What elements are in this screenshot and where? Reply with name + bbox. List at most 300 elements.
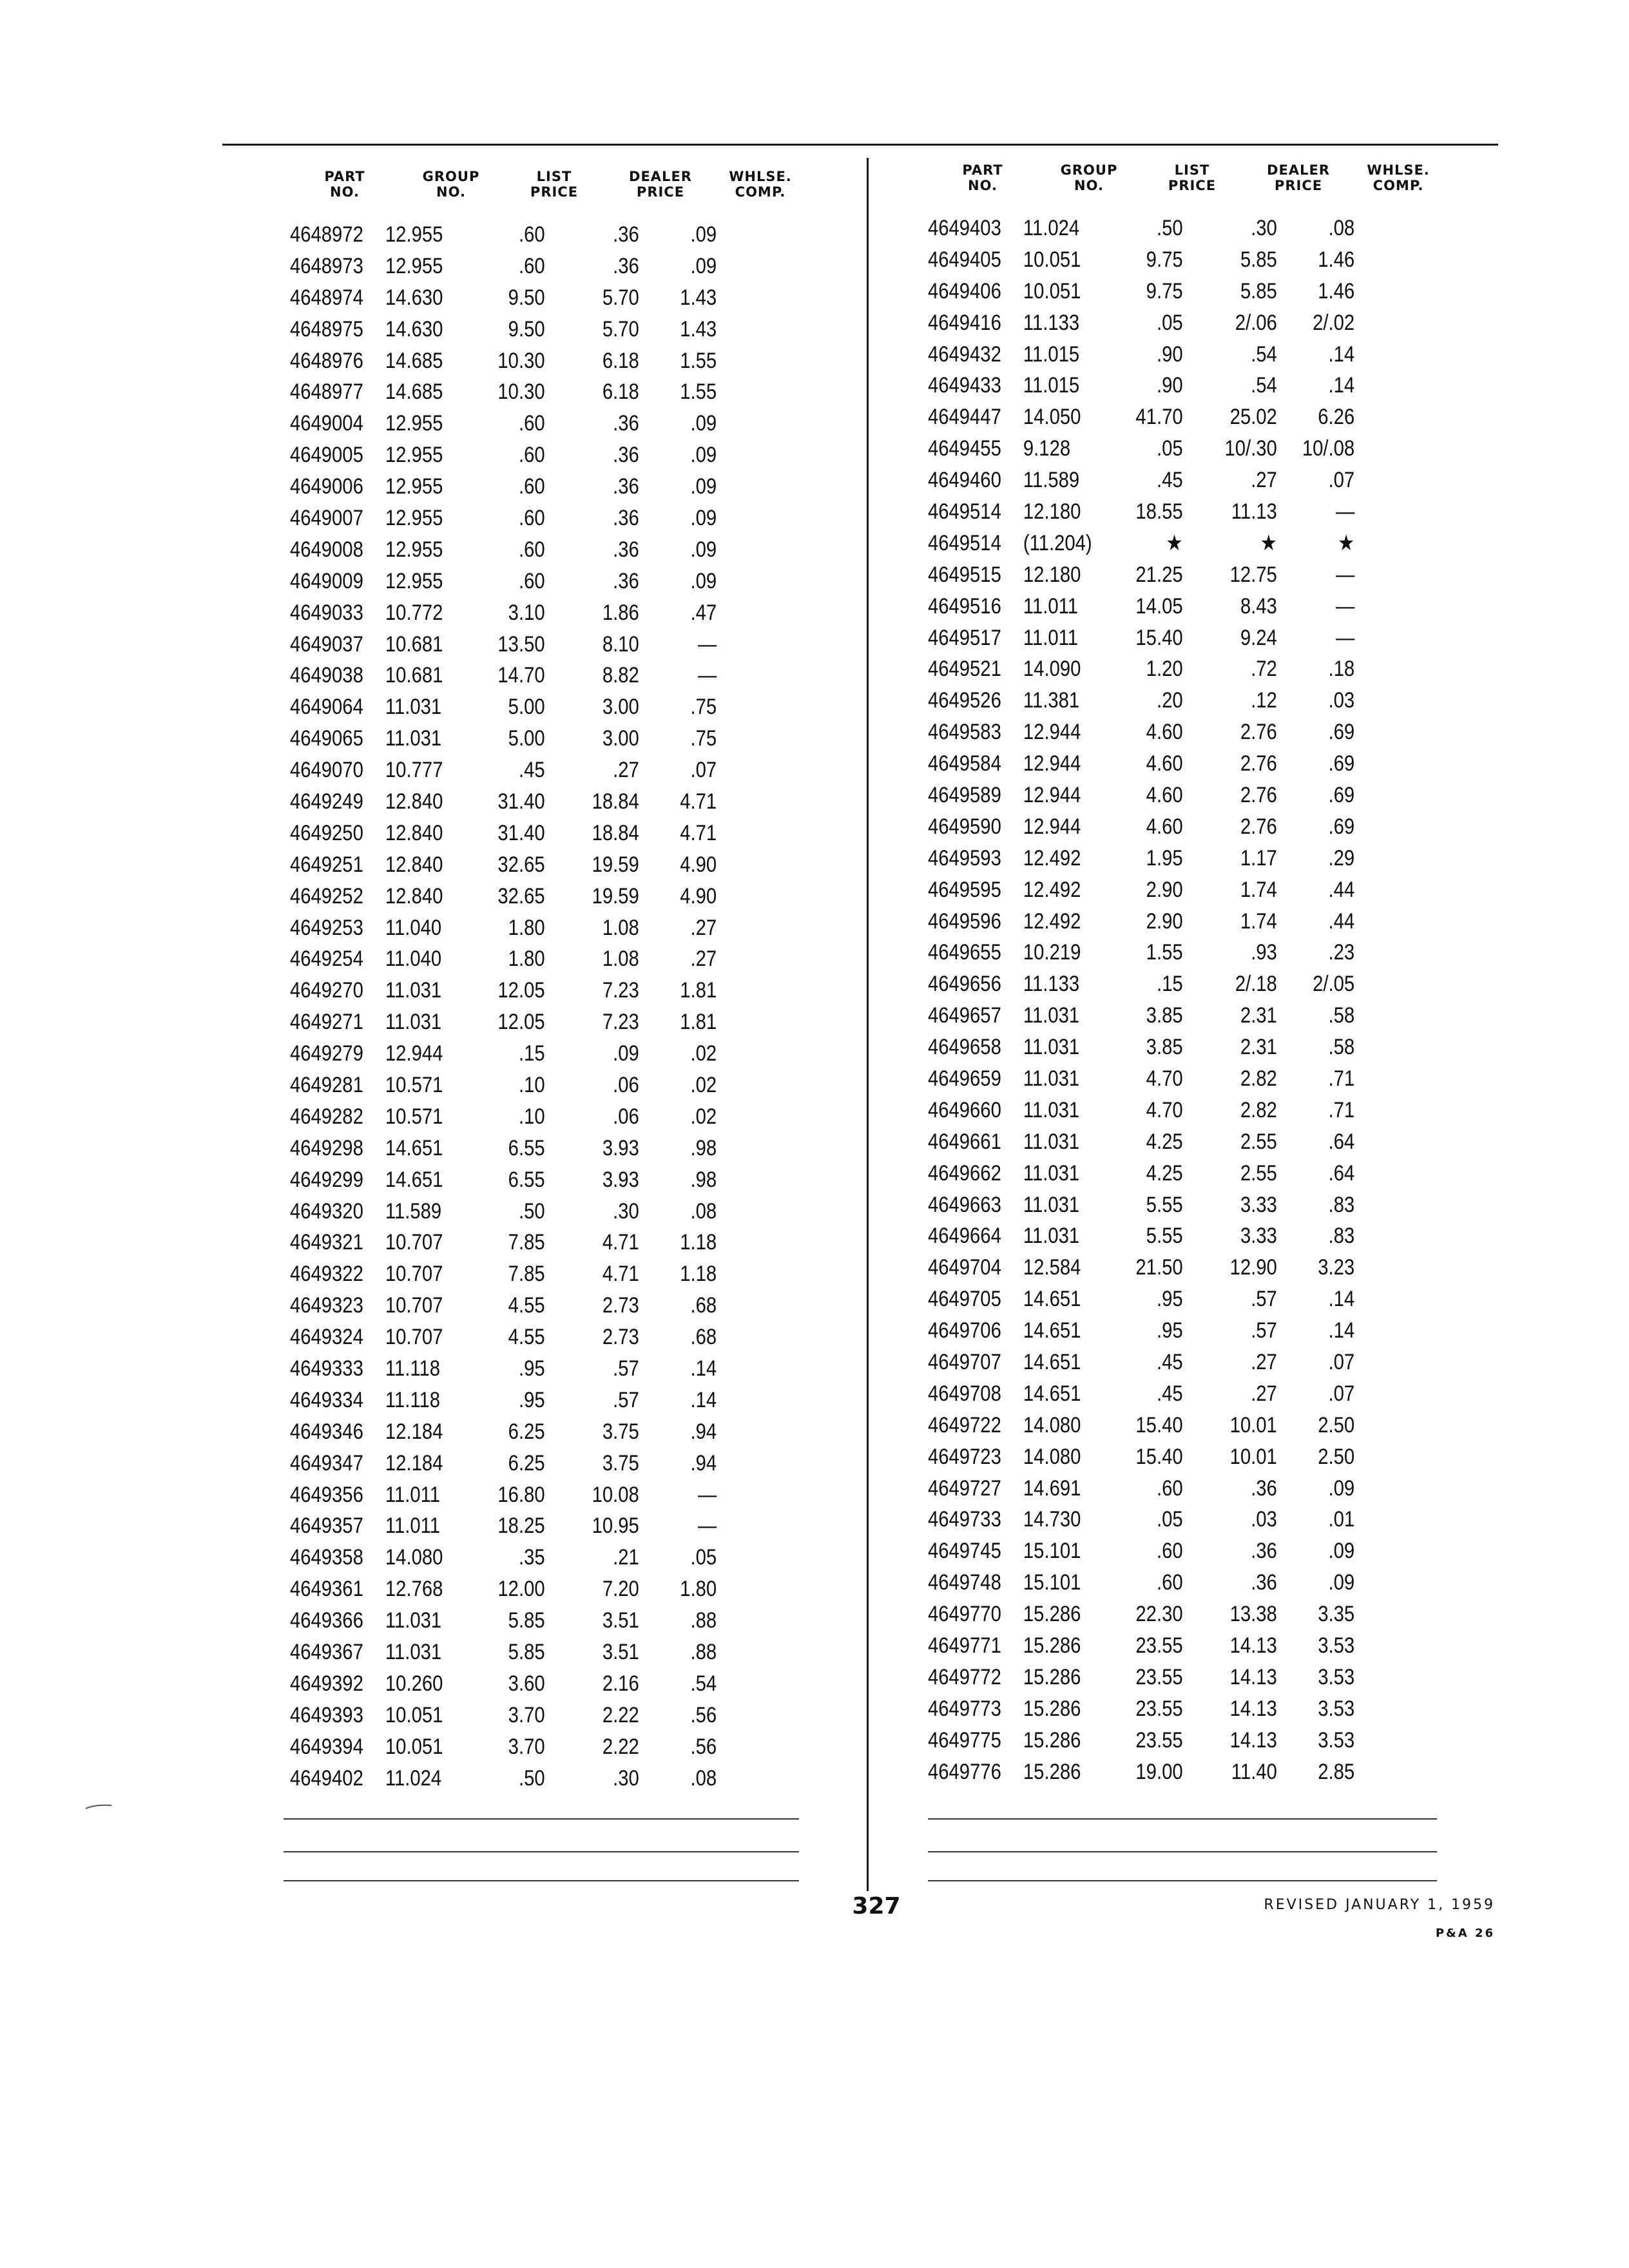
table-row (290, 1479, 733, 1511)
dealer-price-cell: 6.18 (602, 348, 639, 373)
whlse-comp-cell: 3.53 (1318, 1633, 1355, 1658)
part-no-cell: 4649281 (290, 1072, 363, 1097)
group-no-cell: 11.011 (385, 1482, 441, 1507)
dealer-price-cell: .36 (1251, 1475, 1277, 1501)
whlse-comp-cell: 3.35 (1318, 1602, 1355, 1627)
list-price-cell: 22.30 (1135, 1602, 1183, 1627)
dealer-price-cell: .57 (1251, 1287, 1277, 1312)
list-price-cell: 3.70 (508, 1734, 545, 1759)
table-row (290, 1637, 733, 1668)
whlse-comp-cell: .07 (1328, 1350, 1355, 1374)
whlse-comp-cell: .56 (690, 1734, 717, 1759)
whlse-comp-cell: .03 (1328, 688, 1355, 713)
list-price-cell: 1.55 (1146, 940, 1183, 965)
table-row (928, 1221, 1371, 1253)
list-price-cell: 14.05 (1135, 593, 1183, 619)
table-row (290, 1196, 733, 1227)
group-no-cell: 14.630 (385, 316, 443, 341)
table-row (290, 439, 733, 471)
group-no-cell: 10.681 (385, 631, 443, 657)
part-no-cell: 4649447 (928, 405, 1001, 430)
whlse-comp-cell: — (1335, 593, 1355, 619)
list-price-cell: 5.55 (1146, 1224, 1183, 1249)
table-row (928, 213, 1371, 244)
part-no-cell: 4649708 (928, 1381, 1001, 1406)
table-row (928, 874, 1371, 906)
list-price-cell: .95 (1156, 1287, 1183, 1312)
part-no-cell: 4649405 (928, 247, 1001, 272)
table-row (928, 1032, 1371, 1063)
part-no-cell: 4649517 (928, 625, 1001, 650)
whlse-comp-cell: .07 (690, 758, 717, 783)
group-no-cell: 12.955 (385, 411, 443, 436)
dealer-price-cell: 3.00 (602, 726, 639, 751)
dealer-price-cell: 3.75 (602, 1450, 639, 1475)
list-price-cell: .05 (1156, 436, 1183, 461)
dealer-price-cell: 2.55 (1240, 1129, 1277, 1154)
group-no-cell: 10.219 (1023, 940, 1081, 965)
group-no-cell: 14.685 (385, 348, 443, 373)
table-row (928, 968, 1371, 1000)
list-price-cell: 23.55 (1135, 1633, 1183, 1658)
table-row (290, 818, 733, 849)
part-no-cell: 4649657 (928, 1003, 1001, 1028)
table-row (290, 943, 733, 975)
table-row (290, 754, 733, 786)
list-price-cell: 32.65 (497, 883, 545, 908)
table-row (290, 1227, 733, 1259)
dealer-price-cell: 1.74 (1240, 908, 1277, 934)
group-no-cell: 11.011 (1023, 625, 1079, 650)
part-no-cell: 4649392 (290, 1671, 363, 1696)
table-row (928, 244, 1371, 276)
whlse-comp-cell: .88 (690, 1608, 717, 1633)
table-row (290, 629, 733, 660)
table-row (290, 1353, 733, 1385)
list-price-cell: 19.00 (1135, 1759, 1183, 1784)
dealer-price-cell: .27 (613, 758, 639, 783)
list-price-cell: 5.85 (508, 1640, 545, 1665)
part-no-cell: 4649661 (928, 1129, 1001, 1154)
group-no-cell: 12.955 (385, 505, 443, 530)
whlse-comp-cell: .71 (1328, 1097, 1355, 1122)
list-price-cell: .20 (1156, 688, 1183, 713)
dealer-price-cell: .27 (1251, 1381, 1277, 1406)
group-no-cell: 11.589 (385, 1198, 442, 1224)
footer-rule (284, 1851, 799, 1852)
group-no-cell: 11.133 (1023, 310, 1080, 335)
part-no-cell: 4649358 (290, 1545, 363, 1570)
whlse-comp-cell: .68 (690, 1293, 717, 1318)
group-no-cell: 12.955 (385, 537, 443, 562)
whlse-comp-cell: .14 (690, 1387, 717, 1412)
table-row (928, 843, 1371, 874)
list-price-cell: 4.25 (1146, 1129, 1183, 1154)
table-row (928, 496, 1371, 528)
whlse-comp-cell: .09 (690, 443, 717, 468)
part-no-cell: 4648973 (290, 253, 363, 278)
whlse-comp-cell: 4.71 (680, 820, 717, 845)
part-no-cell: 4649748 (928, 1570, 1001, 1595)
part-no-cell: 4649723 (928, 1444, 1001, 1469)
list-price-cell: 4.60 (1146, 782, 1183, 807)
dealer-price-cell: 14.13 (1229, 1727, 1277, 1753)
list-price-cell: 23.55 (1135, 1696, 1183, 1721)
list-price-cell: 18.55 (1135, 499, 1183, 524)
part-no-cell: 4649776 (928, 1759, 1001, 1784)
list-price-cell: .15 (518, 1041, 545, 1066)
list-price-cell: 15.40 (1135, 625, 1183, 650)
table-row (928, 1126, 1371, 1158)
list-price-cell: 23.55 (1135, 1727, 1183, 1753)
dealer-price-cell: 14.13 (1229, 1696, 1277, 1721)
part-no-cell: 4649249 (290, 789, 363, 814)
group-no-cell: 12.180 (1023, 562, 1081, 587)
dealer-price-cell: .36 (613, 505, 639, 530)
list-price-cell: 7.85 (508, 1262, 545, 1287)
whlse-comp-cell: .09 (690, 474, 717, 499)
group-no-cell: 12.492 (1023, 877, 1081, 902)
whlse-comp-cell: .58 (1328, 1035, 1355, 1060)
list-price-cell: .95 (518, 1356, 545, 1381)
part-no-cell: 4649037 (290, 631, 363, 657)
group-no-cell: 11.031 (1023, 1192, 1080, 1217)
dealer-price-cell: .27 (1251, 468, 1277, 493)
list-price-cell: 9.50 (508, 285, 545, 310)
table-row (928, 1473, 1371, 1504)
table-row (928, 1189, 1371, 1221)
whlse-comp-cell: .27 (690, 947, 717, 972)
group-no-cell: 14.651 (1023, 1318, 1081, 1343)
list-price-cell: .60 (518, 474, 545, 499)
dealer-price-cell: .57 (1251, 1318, 1277, 1343)
dealer-price-cell: 2.76 (1240, 814, 1277, 839)
part-no-cell: 4649590 (928, 814, 1001, 839)
list-price-cell: 12.05 (497, 978, 545, 1003)
part-no-cell: 4649772 (928, 1664, 1001, 1689)
table-row (928, 1567, 1371, 1599)
part-no-cell: 4649334 (290, 1387, 363, 1412)
group-no-cell: 11.133 (1023, 972, 1080, 997)
part-no-cell: 4649251 (290, 852, 363, 877)
group-no-cell: 12.944 (1023, 751, 1081, 776)
group-no-cell: 10.051 (385, 1702, 443, 1727)
table-row (928, 906, 1371, 937)
whlse-comp-cell: .07 (1328, 1381, 1355, 1406)
table-row (290, 1038, 733, 1070)
part-no-cell: 4649070 (290, 758, 363, 783)
list-price-cell: 32.65 (497, 852, 545, 877)
table-row (290, 1731, 733, 1763)
table-row (290, 1448, 733, 1479)
table-row (928, 1283, 1371, 1315)
group-no-cell: 10.051 (385, 1734, 443, 1759)
list-price-cell: 3.70 (508, 1702, 545, 1727)
part-no-cell: 4649455 (928, 436, 1001, 461)
part-no-cell: 4649664 (928, 1224, 1001, 1249)
whlse-comp-cell: 3.53 (1318, 1696, 1355, 1721)
group-no-cell: 12.944 (1023, 782, 1081, 807)
part-no-cell: 4649250 (290, 820, 363, 845)
dealer-price-cell: 2.76 (1240, 720, 1277, 745)
part-no-cell: 4648972 (290, 222, 363, 247)
dealer-price-cell: 19.59 (592, 852, 639, 877)
table-row (928, 528, 1371, 559)
whlse-comp-cell: .09 (690, 537, 717, 562)
list-price-cell: 15.40 (1135, 1444, 1183, 1469)
header-whlse-comp: WHLSE. COMP. (1367, 162, 1430, 193)
list-price-cell: 12.00 (497, 1577, 545, 1602)
part-no-cell: 4649346 (290, 1419, 363, 1444)
part-no-cell: 4649298 (290, 1135, 363, 1160)
list-price-cell: .45 (518, 758, 545, 783)
group-no-cell: 15.286 (1023, 1664, 1081, 1689)
table-row (290, 1321, 733, 1353)
table-row (928, 1662, 1371, 1693)
dealer-price-cell: 2.22 (602, 1702, 639, 1727)
part-no-cell: 4649583 (928, 720, 1001, 745)
top-rule (222, 144, 1498, 146)
whlse-comp-cell: .94 (690, 1419, 717, 1444)
group-no-cell: 12.184 (385, 1419, 443, 1444)
table-row (928, 716, 1371, 748)
list-price-cell: ★ (1166, 531, 1183, 556)
header-part-no: PART NO. (962, 162, 1003, 193)
list-price-cell: .15 (1156, 972, 1183, 997)
whlse-comp-cell: .29 (1328, 845, 1355, 870)
list-price-cell: 3.85 (1146, 1035, 1183, 1060)
header-whlse-comp: WHLSE. COMP. (729, 169, 792, 200)
whlse-comp-cell: 1.18 (680, 1262, 717, 1287)
part-no-cell: 4649704 (928, 1255, 1001, 1280)
dealer-price-cell: .36 (613, 253, 639, 278)
table-row (928, 1630, 1371, 1662)
whlse-comp-cell: .09 (690, 253, 717, 278)
whlse-comp-cell: .09 (690, 568, 717, 593)
table-row (290, 1385, 733, 1416)
whlse-comp-cell: .08 (690, 1765, 717, 1791)
whlse-comp-cell: .69 (1328, 814, 1355, 839)
group-no-cell: 15.101 (1023, 1539, 1081, 1564)
dealer-price-cell: 12.90 (1229, 1255, 1277, 1280)
part-no-cell: 4649282 (290, 1104, 363, 1129)
footer-rule (928, 1818, 1437, 1820)
list-price-cell: 6.55 (508, 1167, 545, 1192)
part-no-cell: 4649770 (928, 1602, 1001, 1627)
dealer-price-cell: 18.84 (592, 820, 639, 845)
whlse-comp-cell: — (697, 663, 717, 688)
dealer-price-cell: 10.01 (1229, 1412, 1277, 1437)
part-no-cell: 4648977 (290, 380, 363, 405)
dealer-price-cell: .57 (613, 1387, 639, 1412)
part-no-cell: 4649038 (290, 663, 363, 688)
header-group-no: GROUP NO. (1060, 162, 1118, 193)
part-no-cell: 4649771 (928, 1633, 1001, 1658)
table-row (928, 465, 1371, 496)
whlse-comp-cell: 10/.08 (1302, 436, 1355, 461)
list-price-cell: .60 (518, 411, 545, 436)
group-no-cell: 10.707 (385, 1325, 443, 1350)
dealer-price-cell: 1.08 (602, 947, 639, 972)
table-row (290, 566, 733, 597)
dealer-price-cell: 8.43 (1240, 593, 1277, 619)
dealer-price-cell: .36 (1251, 1539, 1277, 1564)
part-no-cell: 4648975 (290, 316, 363, 341)
dealer-price-cell: .36 (613, 474, 639, 499)
part-no-cell: 4649596 (928, 908, 1001, 934)
group-no-cell: 11.031 (385, 1640, 442, 1665)
dealer-price-cell: 4.71 (602, 1230, 639, 1255)
list-price-cell: .60 (1156, 1475, 1183, 1501)
dealer-price-cell: 2.82 (1240, 1066, 1277, 1091)
group-no-cell: 10.051 (1023, 278, 1081, 303)
dealer-price-cell: 3.51 (602, 1640, 639, 1665)
group-no-cell: 12.840 (385, 883, 443, 908)
table-row (928, 1693, 1371, 1725)
table-row (928, 1756, 1371, 1788)
table-row (928, 1315, 1371, 1347)
whlse-comp-cell: 3.23 (1318, 1255, 1355, 1280)
dealer-price-cell: 5.70 (602, 316, 639, 341)
part-no-cell: 4649357 (290, 1514, 363, 1539)
table-row (928, 1535, 1371, 1567)
dealer-price-cell: 2.16 (602, 1671, 639, 1696)
dealer-price-cell: 19.59 (592, 883, 639, 908)
whlse-comp-cell: 2/.05 (1313, 972, 1355, 997)
group-no-cell: 14.080 (385, 1545, 443, 1570)
list-price-cell: .95 (1156, 1318, 1183, 1343)
table-row (290, 345, 733, 377)
group-no-cell: 11.118 (385, 1387, 441, 1412)
whlse-comp-cell: .08 (690, 1198, 717, 1224)
table-row (928, 1599, 1371, 1630)
dealer-price-cell: 14.13 (1229, 1633, 1277, 1658)
group-no-cell: 11.031 (385, 1010, 442, 1035)
group-no-cell: 14.651 (385, 1167, 443, 1192)
whlse-comp-cell: .54 (690, 1671, 717, 1696)
list-price-cell: 4.70 (1146, 1097, 1183, 1122)
part-no-cell: 4649745 (928, 1539, 1001, 1564)
whlse-comp-cell: .69 (1328, 720, 1355, 745)
whlse-comp-cell: .14 (1328, 373, 1355, 398)
whlse-comp-cell: 3.53 (1318, 1727, 1355, 1753)
dealer-price-cell: 3.93 (602, 1167, 639, 1192)
part-no-cell: 4649253 (290, 915, 363, 940)
dealer-price-cell: 14.13 (1229, 1664, 1277, 1689)
table-row (928, 1252, 1371, 1283)
group-no-cell: 11.015 (1023, 373, 1080, 398)
part-no-cell: 4649320 (290, 1198, 363, 1224)
whlse-comp-cell: .09 (1328, 1570, 1355, 1595)
group-no-cell: 9.128 (1023, 436, 1071, 461)
whlse-comp-cell: .23 (1328, 940, 1355, 965)
list-price-cell: .60 (1156, 1570, 1183, 1595)
list-price-cell: .50 (1156, 215, 1183, 240)
whlse-comp-cell: .71 (1328, 1066, 1355, 1091)
dealer-price-cell: 3.33 (1240, 1192, 1277, 1217)
part-no-cell: 4649333 (290, 1356, 363, 1381)
dealer-price-cell: .30 (613, 1765, 639, 1791)
part-no-cell: 4649727 (928, 1475, 1001, 1501)
group-no-cell: 14.730 (1023, 1507, 1081, 1532)
list-price-cell: .50 (518, 1198, 545, 1224)
list-price-cell: 9.75 (1146, 247, 1183, 272)
list-price-cell: 1.20 (1146, 657, 1183, 682)
list-price-cell: 9.50 (508, 316, 545, 341)
table-row (290, 1542, 733, 1573)
group-no-cell: 11.024 (385, 1765, 442, 1791)
part-no-cell: 4649662 (928, 1160, 1001, 1186)
whlse-comp-cell: .09 (1328, 1539, 1355, 1564)
group-no-cell: 12.955 (385, 568, 443, 593)
footer-rule (928, 1880, 1437, 1881)
dealer-price-cell: 10.95 (592, 1514, 639, 1539)
dealer-price-cell: 12.75 (1229, 562, 1277, 587)
group-no-cell: 11.031 (385, 1608, 442, 1633)
table-row (290, 1511, 733, 1542)
part-no-cell: 4649515 (928, 562, 1001, 587)
list-price-cell: 21.25 (1135, 562, 1183, 587)
table-row (290, 660, 733, 691)
table-row (290, 1006, 733, 1038)
whlse-comp-cell: 1.46 (1318, 278, 1355, 303)
dealer-price-cell: 8.82 (602, 663, 639, 688)
group-no-cell: 14.651 (1023, 1287, 1081, 1312)
list-price-cell: .05 (1156, 1507, 1183, 1532)
table-row (290, 1668, 733, 1700)
dealer-price-cell: 3.00 (602, 695, 639, 720)
group-no-cell: 11.031 (1023, 1160, 1080, 1186)
list-price-cell: .60 (518, 222, 545, 247)
list-price-cell: 3.85 (1146, 1003, 1183, 1028)
whlse-comp-cell: .75 (690, 726, 717, 751)
part-no-cell: 4649514 (928, 530, 1001, 555)
group-no-cell: 10.051 (1023, 247, 1081, 272)
dealer-price-cell: 1.17 (1240, 845, 1277, 870)
table-row (290, 881, 733, 912)
header-list-price: LIST PRICE (530, 169, 579, 200)
table-row (928, 1063, 1371, 1095)
group-no-cell: 15.286 (1023, 1759, 1081, 1784)
table-row (290, 1070, 733, 1101)
part-no-cell: 4649367 (290, 1640, 363, 1665)
group-no-cell: 12.955 (385, 253, 443, 278)
table-row (928, 1725, 1371, 1756)
whlse-comp-cell: 1.46 (1318, 247, 1355, 272)
table-row (928, 748, 1371, 780)
list-price-cell: .60 (1156, 1539, 1183, 1564)
whlse-comp-cell: .05 (690, 1545, 717, 1570)
table-row (290, 408, 733, 439)
list-price-cell: 12.05 (497, 1010, 545, 1035)
table-row (290, 1763, 733, 1794)
document-code: P&A 26 (1435, 1927, 1495, 1940)
dealer-price-cell: 2.76 (1240, 782, 1277, 807)
list-price-cell: .60 (518, 568, 545, 593)
list-price-cell: .10 (518, 1072, 545, 1097)
table-row (290, 1290, 733, 1321)
part-no-cell: 4649707 (928, 1350, 1001, 1374)
whlse-comp-cell: .27 (690, 915, 717, 940)
part-no-cell: 4649356 (290, 1482, 363, 1507)
group-no-cell: 12.955 (385, 474, 443, 499)
dealer-price-cell: .21 (613, 1545, 639, 1570)
whlse-comp-cell: 3.53 (1318, 1664, 1355, 1689)
group-no-cell: 11.040 (385, 947, 442, 972)
whlse-comp-cell: .02 (690, 1072, 717, 1097)
table-row (928, 1347, 1371, 1378)
dealer-price-cell: 3.75 (602, 1419, 639, 1444)
